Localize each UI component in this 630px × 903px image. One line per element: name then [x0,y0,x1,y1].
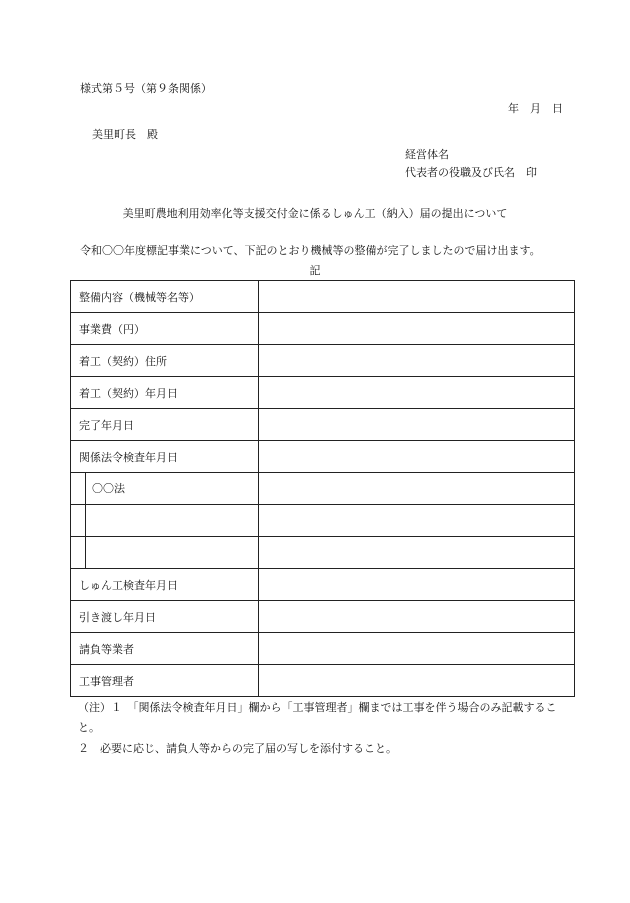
document-title: 美里町農地利用効率化等支援交付金に係るしゅん工（納入）届の提出について [122,207,508,220]
sub-row-cell [71,473,259,505]
entry-cell[interactable] [259,505,575,537]
table-row [71,505,575,537]
table-row [71,537,575,569]
completion-form-table [70,280,575,697]
addressee: 美里町長 殿 [92,128,158,141]
table-row [71,665,575,697]
table-row [71,441,575,473]
row-label: 工事管理者 [71,665,259,697]
table-row [71,633,575,665]
sub-row-label: 〇〇法 [92,482,125,495]
row-label: しゅん工検査年月日 [71,569,259,601]
entry-cell[interactable] [259,601,575,633]
ki-heading: 記 [309,264,321,277]
date-line: 年 月 日 [508,102,563,115]
row-label: 引き渡し年月日 [71,601,259,633]
note-2: ２ 必要に応じ、請負人等からの完了届の写しを添付すること。 [78,742,397,755]
entry-cell[interactable] [259,473,575,505]
entry-cell[interactable] [259,313,575,345]
row-label: 着工（契約）年月日 [71,377,259,409]
row-label: 整備内容（機械等名等） [71,281,259,313]
sub-row-cell [71,537,259,569]
entry-cell[interactable] [259,441,575,473]
row-label: 事業費（円） [71,313,259,345]
note-1: （注）１ 「関係法令検査年月日」欄から「工事管理者」欄までは工事を伴う場合のみ記載すること。 [78,701,557,734]
table-row [71,473,575,505]
table-row [71,281,575,313]
organization-name-label: 経営体名 [405,148,449,161]
sub-row-cell [71,505,259,537]
row-label: 着工（契約）住所 [71,345,259,377]
entry-cell[interactable] [259,569,575,601]
entry-cell[interactable] [259,377,575,409]
table-row [71,569,575,601]
entry-cell[interactable] [259,665,575,697]
intro-text: 令和〇〇年度標記事業について、下記のとおり機械等の整備が完了しましたので届け出ます。 [80,244,541,257]
row-label: 完了年月日 [71,409,259,441]
entry-cell[interactable] [259,281,575,313]
table-row [71,409,575,441]
table-row [71,345,575,377]
entry-cell[interactable] [259,537,575,569]
form-number: 様式第５号（第９条関係） [80,82,212,95]
row-label: 関係法令検査年月日 [71,441,259,473]
representative-label: 代表者の役職及び氏名 印 [405,166,537,179]
entry-cell[interactable] [259,409,575,441]
table-row [71,377,575,409]
row-label: 請負等業者 [71,633,259,665]
table-row [71,313,575,345]
table-row [71,601,575,633]
entry-cell[interactable] [259,345,575,377]
entry-cell[interactable] [259,633,575,665]
